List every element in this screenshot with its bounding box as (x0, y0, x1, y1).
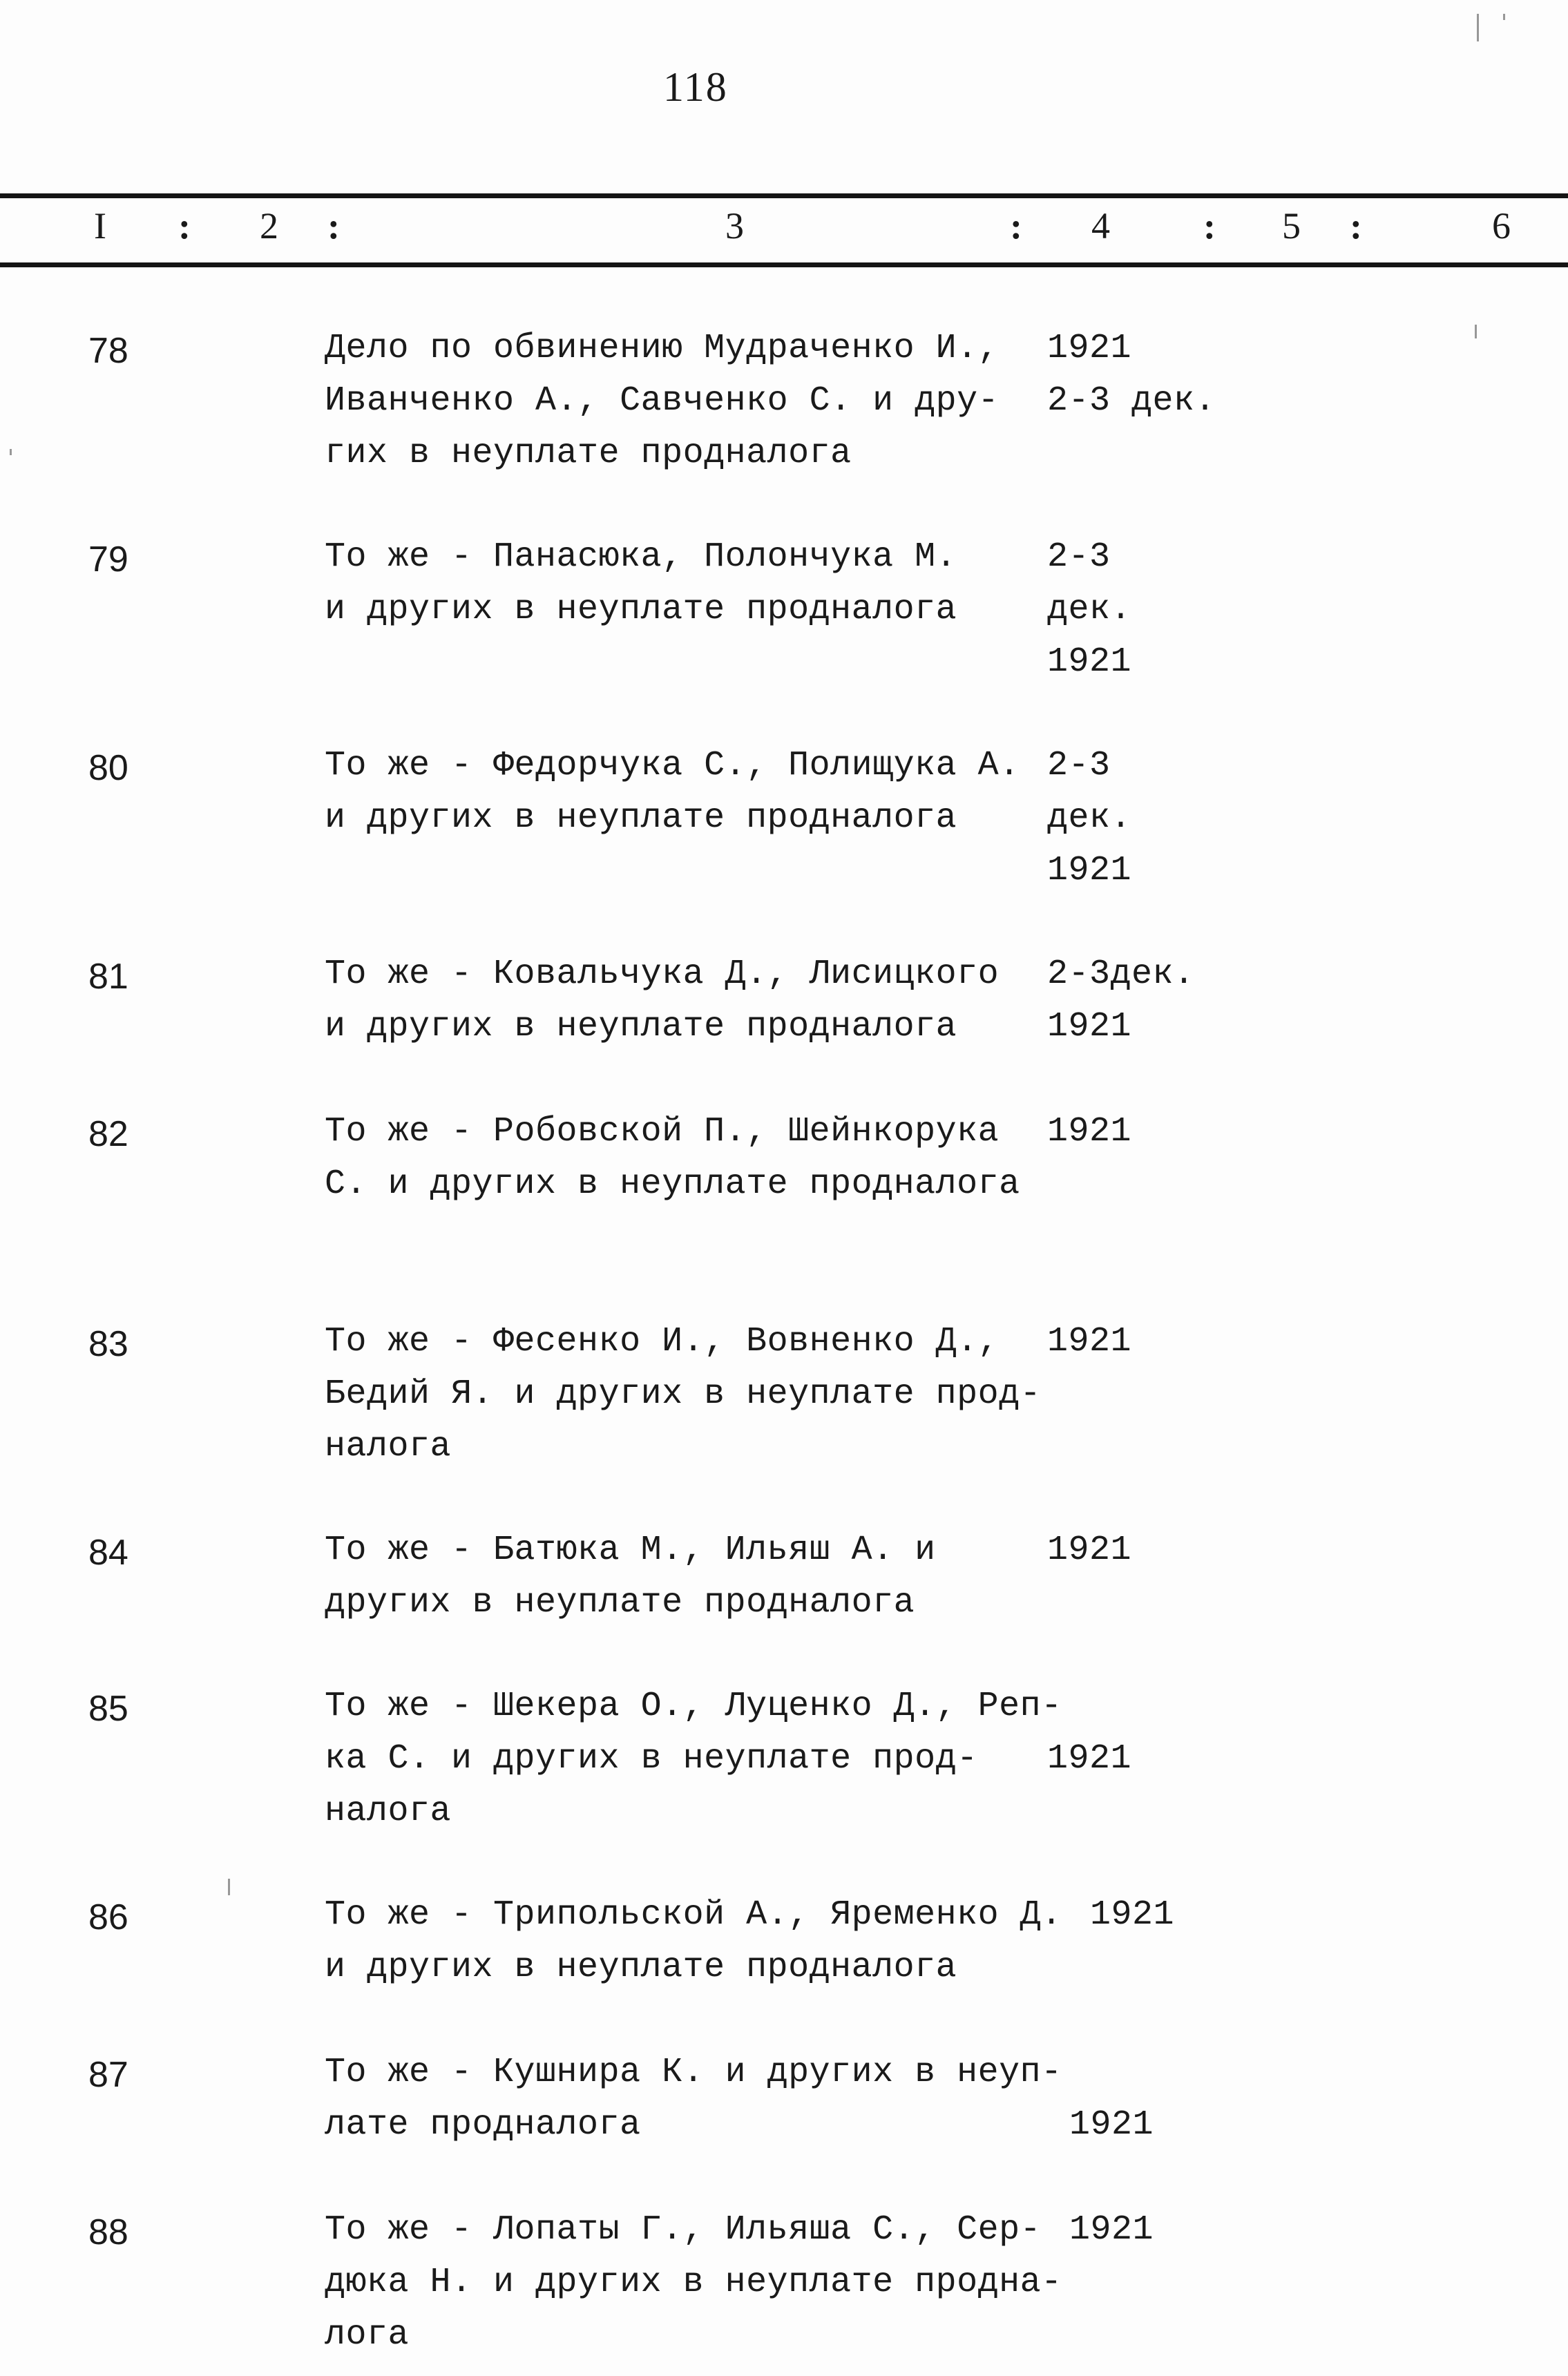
entry-description-line: гих в неуплате продналога (325, 434, 852, 473)
entry-description-line: Дело по обвинению Мудраченко И., (325, 329, 1000, 368)
entry-description-line: То же - Панасюка, Полончука М. (325, 537, 957, 577)
scan-speck (1475, 325, 1477, 338)
scan-speck (228, 1879, 230, 1895)
scan-speck (1477, 14, 1479, 41)
entry-date-line: 1921 (1047, 329, 1132, 368)
entry-description-line: лате продналога (325, 2105, 641, 2145)
entry-date-line: дек. (1047, 590, 1132, 629)
scan-speck (1503, 14, 1505, 20)
column-header-5: 5 (1282, 205, 1301, 247)
entry-date-line: 1921 (1047, 1007, 1132, 1046)
entry-date-line: 1921 (1047, 1531, 1132, 1570)
column-header-1: I (94, 205, 106, 247)
entry-description-line: налога (325, 1427, 452, 1466)
entry-date-line: 2-3дек. (1047, 955, 1195, 994)
entry-description-line: Иванченко А., Савченко С. и дру- (325, 381, 1000, 421)
entry-description-line: То же - Кушнира К. и других в неуп- (325, 2053, 1062, 2092)
entry-number: 87 (88, 2055, 128, 2095)
entry-description-line: То же - Трипольской А., Яременко Д. (325, 1895, 1062, 1935)
entry-description-line: То же - Робовской П., Шейнкорука (325, 1112, 1000, 1151)
entry-number: 86 (88, 1897, 128, 1937)
page-number: 118 (663, 64, 728, 110)
entry-number: 84 (88, 1533, 128, 1573)
column-header-3: 3 (725, 205, 744, 247)
entry-date-line: 1921 (1069, 2105, 1154, 2145)
column-header-2: 2 (260, 205, 278, 247)
column-separator: : (327, 205, 340, 247)
entry-description-line: налога (325, 1792, 452, 1831)
entry-number: 80 (88, 748, 128, 788)
entry-number: 78 (88, 331, 128, 371)
entry-date-line: 1921 (1047, 1739, 1132, 1779)
entry-description-line: То же - Лопаты Г., Ильяша С., Сер- (325, 2210, 1042, 2250)
column-separator: : (1203, 205, 1216, 247)
entry-description-line: и других в неуплате продналога (325, 1948, 957, 1987)
entry-number: 88 (88, 2212, 128, 2252)
column-separator: : (1350, 205, 1362, 247)
entry-date-line: 1921 (1047, 642, 1132, 682)
entry-description-line: дюка Н. и других в неуплате продна- (325, 2263, 1062, 2302)
entry-description-line: Бедий Я. и других в неуплате прод- (325, 1374, 1042, 1414)
entry-number: 81 (88, 957, 128, 997)
entry-description-line: и других в неуплате продналога (325, 798, 957, 838)
entry-number: 79 (88, 539, 128, 579)
column-header-4: 4 (1091, 205, 1110, 247)
entry-description-line: ка С. и других в неуплате прод- (325, 1739, 978, 1779)
entry-description-line: То же - Ковальчука Д., Лисицкого (325, 955, 1000, 994)
entry-number: 83 (88, 1324, 128, 1364)
entry-description-line: То же - Шекера О., Луценко Д., Реп- (325, 1687, 1062, 1726)
entry-description-line: и других в неуплате продналога (325, 1007, 957, 1046)
entry-date-line: 1921 (1069, 2210, 1154, 2250)
entry-description-line: То же - Фесенко И., Вовненко Д., (325, 1322, 1000, 1361)
column-separator: : (1010, 205, 1022, 247)
entry-date-line: дек. (1047, 798, 1132, 838)
entry-date-line: 1921 (1047, 851, 1132, 890)
entry-date-line: 2-3 (1047, 746, 1111, 785)
scan-speck (10, 449, 12, 455)
entry-description-line: С. и других в неуплате продналога (325, 1165, 1020, 1204)
column-separator: : (178, 205, 191, 247)
entry-number: 82 (88, 1114, 128, 1154)
entry-number: 85 (88, 1689, 128, 1729)
entry-date-line: 1921 (1047, 1322, 1132, 1361)
header-top-rule (0, 193, 1568, 198)
entry-date-line: 2-3 дек. (1047, 381, 1216, 421)
entry-description-line: и других в неуплате продналога (325, 590, 957, 629)
header-bottom-rule (0, 262, 1568, 267)
entry-description-line: То же - Федорчука С., Полищука А. (325, 746, 1020, 785)
entry-description-line: лога (325, 2315, 410, 2355)
entry-description-line: других в неуплате продналога (325, 1583, 915, 1622)
entry-date-line: 1921 (1047, 1112, 1132, 1151)
column-header-6: 6 (1492, 205, 1511, 247)
entry-date-line: 2-3 (1047, 537, 1111, 577)
entry-date-line: 1921 (1090, 1895, 1175, 1935)
entry-description-line: То же - Батюка М., Ильяш А. и (325, 1531, 936, 1570)
